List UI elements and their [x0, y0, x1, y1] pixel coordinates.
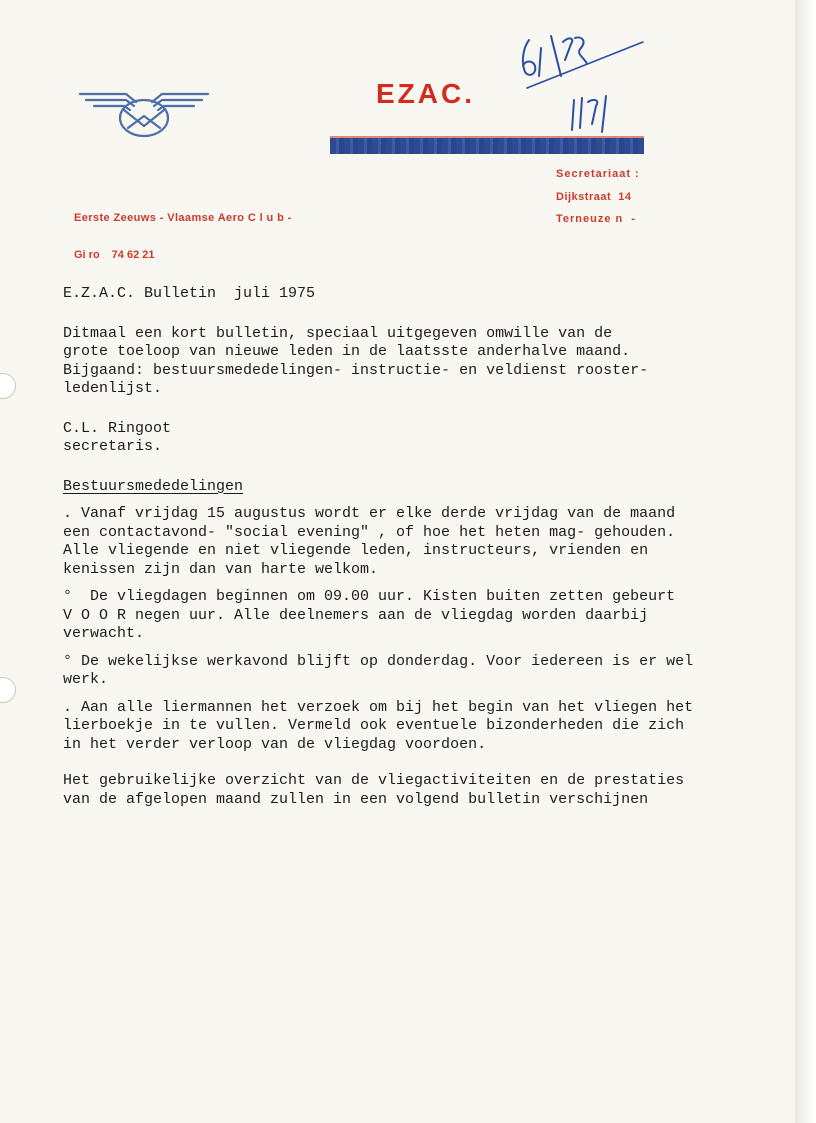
handwritten-ref-bottom — [568, 92, 618, 134]
winged-logo-icon — [78, 82, 210, 142]
intro-line: Bijgaand: bestuursmededelingen- instructie- en veldienst rooster- — [63, 361, 649, 379]
notice-line: werk. — [63, 671, 109, 688]
bulletin-title: E.Z.A.C. Bulletin juli 1975 — [63, 285, 316, 302]
club-full-name: Eerste Zeeuws - Vlaamse Aero C l u b - — [74, 212, 292, 224]
brand-stripe — [330, 136, 644, 154]
notice-line: in het verder verloop van de vliegdag voordoen. — [63, 735, 487, 753]
notice-line: verwacht. — [63, 625, 145, 642]
secretariat-city: Terneuze n - — [556, 213, 637, 225]
giro-number: 74 62 21 — [111, 249, 155, 261]
bulletin-body — [63, 285, 783, 809]
notice-line: V O O R negen uur. Alle deelnemers aan de vliegdag worden daarbij — [63, 606, 649, 624]
page-edge — [795, 0, 816, 1123]
signature-role: secretaris. — [63, 438, 163, 455]
secretariat-street: Dijkstraat 14 — [556, 191, 632, 203]
giro-label: Gi ro — [74, 249, 100, 261]
secretariat-label: Secretariaat : — [556, 168, 640, 180]
club-brand-title: EZAC. — [376, 78, 475, 109]
intro-line: ledenlijst. — [63, 380, 163, 397]
notice-line: ° De wekelijkse werkavond blijft op donderdag. Voor iedereen is er wel — [63, 652, 694, 670]
closing-line: van de afgelopen maand zullen in een volgend bulletin verschijnen — [63, 790, 649, 808]
notice-line: . Aan alle liermannen het verzoek om bij het begin van het vliegen het — [63, 698, 694, 716]
punch-hole — [0, 677, 16, 703]
notice-line: lierboekje in te vullen. Vermeld ook eventuele bizonderheden die zich — [63, 717, 685, 734]
closing-line: Het gebruikelijke overzicht van de vliegactiviteiten en de prestaties — [63, 772, 685, 789]
notice-line: een contactavond- "social evening" , of hoe het heten mag- gehouden. — [63, 523, 676, 541]
notice-line: Alle vliegende en niet vliegende leden, instructeurs, vrienden en — [63, 542, 649, 559]
section-heading: Bestuursmededelingen — [63, 477, 244, 495]
punch-hole — [0, 373, 16, 399]
notice-line: . Vanaf vrijdag 15 augustus wordt er elke derde vrijdag van de maand — [63, 505, 676, 522]
signature-name: C.L. Ringoot — [63, 419, 172, 437]
intro-line: grote toeloop van nieuwe leden in de laatsste anderhalve maand. — [63, 343, 631, 360]
intro-line: Ditmaal een kort bulletin, speciaal uitgegeven omwille van de — [63, 324, 613, 342]
notice-line: kenissen zijn dan van harte welkom. — [63, 560, 379, 578]
handwritten-ref-top — [515, 26, 650, 92]
giro-line — [74, 249, 155, 261]
notice-line: ° De vliegdagen beginnen om 09.00 uur. Kisten buiten zetten gebeurt — [63, 588, 676, 605]
